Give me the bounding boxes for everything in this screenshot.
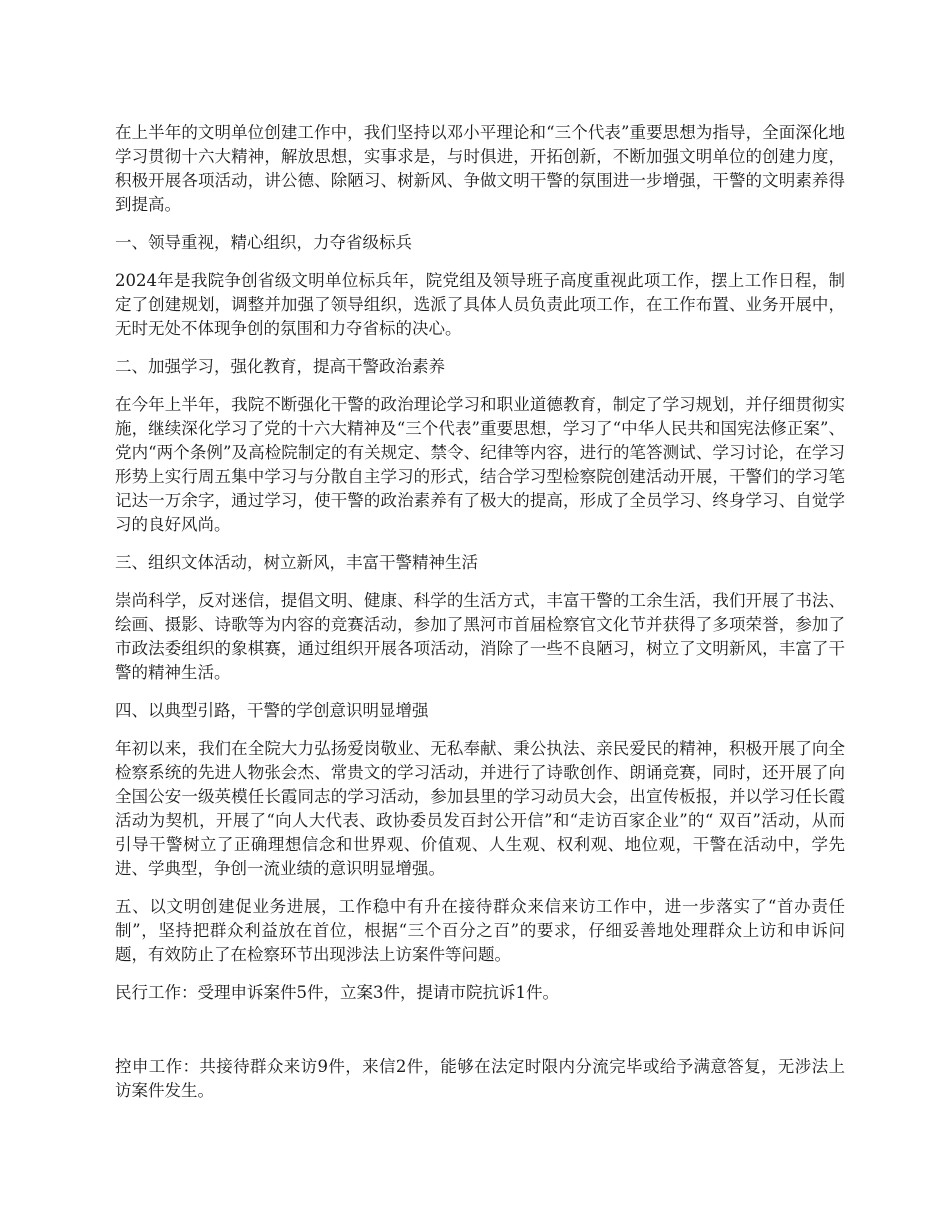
section3-paragraph: 崇尚科学，反对迷信，提倡文明、健康、科学的生活方式，丰富干警的工余生活，我们开展了书法、绘画、摄影、诗歌等为内容的竞赛活动，参加了黑河市首届检察官文化节并获得了多项荣誉，参加了市政法委组织的象棋赛，通过组织开展各项活动，消除了一些不良陋习，树立了文明新风，丰富了干警的精神生活。 (115, 591, 845, 682)
section2-paragraph: 在今年上半年，我院不断强化干警的政治理论学习和职业道德教育，制定了学习规划，并仔细贯彻实施，继续深化学习了党的十六大精神及“三个代表”重要思想，学习了“中华人民共和国宪法修正案”、党内“两个条例”及高检院制定的有关规定、禁令、纪律等内容，进行的笔答测试、学习讨论，在学习形势上实行周五集中学习与分散自主学习的形式，结合学习型检察院创建活动开展，干警们的学习笔记达一万余字，通过学习，使干警的政治素养有了极大的提高，形成了全员学习、终身学习、自觉学习的良好风尚。 (115, 395, 845, 534)
section3-heading: 三、组织文体活动，树立新风，丰富干警精神生活 (115, 553, 478, 572)
kongshen-paragraph: 控申工作：共接待群众来访9件，来信2件，能够在法定时限内分流完毕或给予满意答复，无涉法上访案件发生。 (115, 1057, 845, 1100)
section4-paragraph: 年初以来，我们在全院大力弘扬爱岗敬业、无私奉献、秉公执法、亲民爱民的精神，积极开展了向全检察系统的先进人物张会杰、常贵文的学习活动，并进行了诗歌创作、朗诵竞赛，同时，还开展了向全国公安一级英模任长霞同志的学习活动，参加县里的学习动员大会，出宣传板报，并以学习任长霞活动为契机，开展了“向人大代表、政协委员发百封公开信”和“走访百家企业”的“ 双百”活动，从而引导干警树立了正确理想信念和世界观、价值观、人生观、权利观、地位观，干警在活动中，学先进、学典型，争创一流业绩的意识明显增强。 (115, 739, 845, 878)
minxing-paragraph: 民行工作：受理申诉案件5件，立案3件，提请市院抗诉1件。 (115, 983, 559, 1002)
intro-paragraph: 在上半年的文明单位创建工作中，我们坚持以邓小平理论和“三个代表”重要思想为指导，全面深化地学习贯彻十六大精神，解放思想，实事求是，与时俱进，开拓创新，不断加强文明单位的创建力度，积极开展各项活动，讲公德、除陋习、树新风、争做文明干警的氛围进一步增强，干警的文明素养得到提高。 (115, 123, 845, 214)
section1-heading: 一、领导重视，精心组织，力夺省级标兵 (115, 233, 412, 252)
section4-heading: 四、以典型引路，干警的学创意识明显增强 (115, 701, 429, 720)
section1-paragraph: 2024年是我院争创省级文明单位标兵年，院党组及领导班子高度重视此项工作，摆上工作日程，制定了创建规划，调整并加强了领导组织，选派了具体人员负责此项工作，在工作布置、业务开展中，无时无处不体现争创的氛围和力夺省标的决心。 (115, 271, 845, 338)
section5-paragraph: 五、以文明创建促业务进展，工作稳中有升在接待群众来信来访工作中，进一步落实了“首办责任制”，坚持把群众利益放在首位，根据“三个百分之百”的要求，仔细妥善地处理群众上访和申诉问题，有效防止了在检察环节出现涉法上访案件等问题。 (115, 897, 845, 964)
document-page (115, 121, 845, 1103)
section2-heading: 二、加强学习，强化教育，提高干警政治素养 (115, 357, 445, 376)
